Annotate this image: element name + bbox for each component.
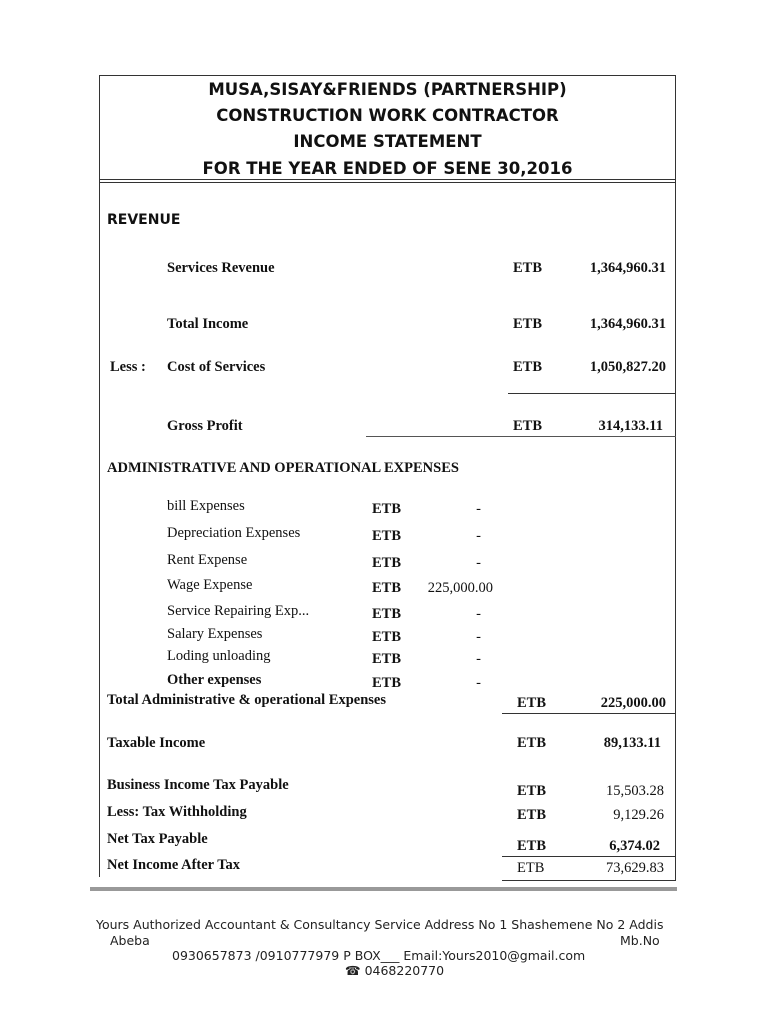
total-expenses-value: 225,000.00 [600,695,666,711]
cost-of-services-label: Cost of Services [167,359,266,375]
expense-label: Other expenses [167,672,262,688]
footer-divider [90,887,677,891]
taxable-income-label: Taxable Income [107,735,206,751]
expense-value: - [476,501,481,517]
net-tax-currency: ETB [517,838,547,854]
expense-value: - [476,528,481,544]
expense-currency: ETB [372,528,402,544]
services-revenue-currency: ETB [513,260,543,276]
footer-mobile-label: Mb.No [620,933,660,948]
less-prefix: Less : [110,359,146,375]
net-tax-label: Net Tax Payable [107,831,208,847]
footer-city: Abeba [110,933,150,948]
business-tax-value: 15,503.28 [606,783,664,799]
telephone-icon: ☎ [345,963,361,978]
tax-withholding-value: 9,129.26 [613,807,664,823]
expense-currency: ETB [372,675,402,691]
net-income-rule [502,880,676,881]
net-tax-value: 6,374.02 [609,838,660,854]
total-expenses-rule [502,713,676,714]
expense-currency: ETB [372,580,402,596]
frame-top [99,75,676,76]
expense-label: Loding unloading [167,648,271,664]
statement-title: INCOME STATEMENT [293,132,482,151]
expense-currency: ETB [372,501,402,517]
footer-phone-number: 0468220770 [364,963,445,978]
header-divider-2 [99,182,676,183]
expense-currency: ETB [372,651,402,667]
footer-contacts: 0930657873 /0910777979 P BOX___ Email:Yours2010@gmail.com [172,948,586,963]
total-expenses-currency: ETB [517,695,547,711]
expense-currency: ETB [372,555,402,571]
gross-profit-currency: ETB [513,418,543,434]
expense-label: bill Expenses [167,498,245,514]
expense-label: Service Repairing Exp... [167,603,310,619]
frame-right [675,75,676,881]
subtotal-rule [508,393,676,394]
net-income-value: 73,629.83 [606,860,664,876]
total-income-currency: ETB [513,316,543,332]
expense-label: Depreciation Expenses [167,525,301,541]
company-name: MUSA,SISAY&FRIENDS (PARTNERSHIP) [208,80,567,99]
net-income-currency: ETB [517,860,545,876]
header-divider [99,179,676,180]
cost-of-services-value: 1,050,827.20 [589,359,666,375]
cost-of-services-currency: ETB [513,359,543,375]
services-revenue-label: Services Revenue [167,260,275,276]
gross-profit-value: 314,133.11 [598,418,663,434]
expense-label: Rent Expense [167,552,248,568]
expense-value: - [476,606,481,622]
expenses-heading: ADMINISTRATIVE AND OPERATIONAL EXPENSES [107,460,459,476]
net-tax-rule [502,856,676,857]
expense-currency: ETB [372,606,402,622]
statement-period: FOR THE YEAR ENDED OF SENE 30,2016 [202,159,573,178]
total-income-value: 1,364,960.31 [589,316,666,332]
tax-withholding-label: Less: Tax Withholding [107,804,247,820]
frame-left [99,75,100,877]
gross-profit-rule [366,436,676,437]
expense-value: - [476,555,481,571]
expense-value: - [476,675,481,691]
business-tax-currency: ETB [517,783,547,799]
taxable-income-value: 89,133.11 [603,735,661,751]
expense-value: - [476,651,481,667]
expense-value: 225,000.00 [427,580,493,596]
footer-phone [345,963,444,978]
total-income-label: Total Income [167,316,249,332]
taxable-income-currency: ETB [517,735,547,751]
tax-withholding-currency: ETB [517,807,547,823]
net-income-label: Net Income After Tax [107,857,241,873]
company-type: CONSTRUCTION WORK CONTRACTOR [216,106,559,125]
services-revenue-value: 1,364,960.31 [589,260,666,276]
revenue-heading: REVENUE [107,212,181,228]
gross-profit-label: Gross Profit [167,418,243,434]
footer-address: Yours Authorized Accountant & Consultancy Service Address No 1 Shashemene No 2 Addis [96,917,664,932]
expense-currency: ETB [372,629,402,645]
expense-label: Salary Expenses [167,626,263,642]
business-tax-label: Business Income Tax Payable [107,777,289,793]
expense-value: - [476,629,481,645]
expense-label: Wage Expense [167,577,253,593]
total-expenses-label: Total Administrative & operational Expenses [107,692,387,708]
